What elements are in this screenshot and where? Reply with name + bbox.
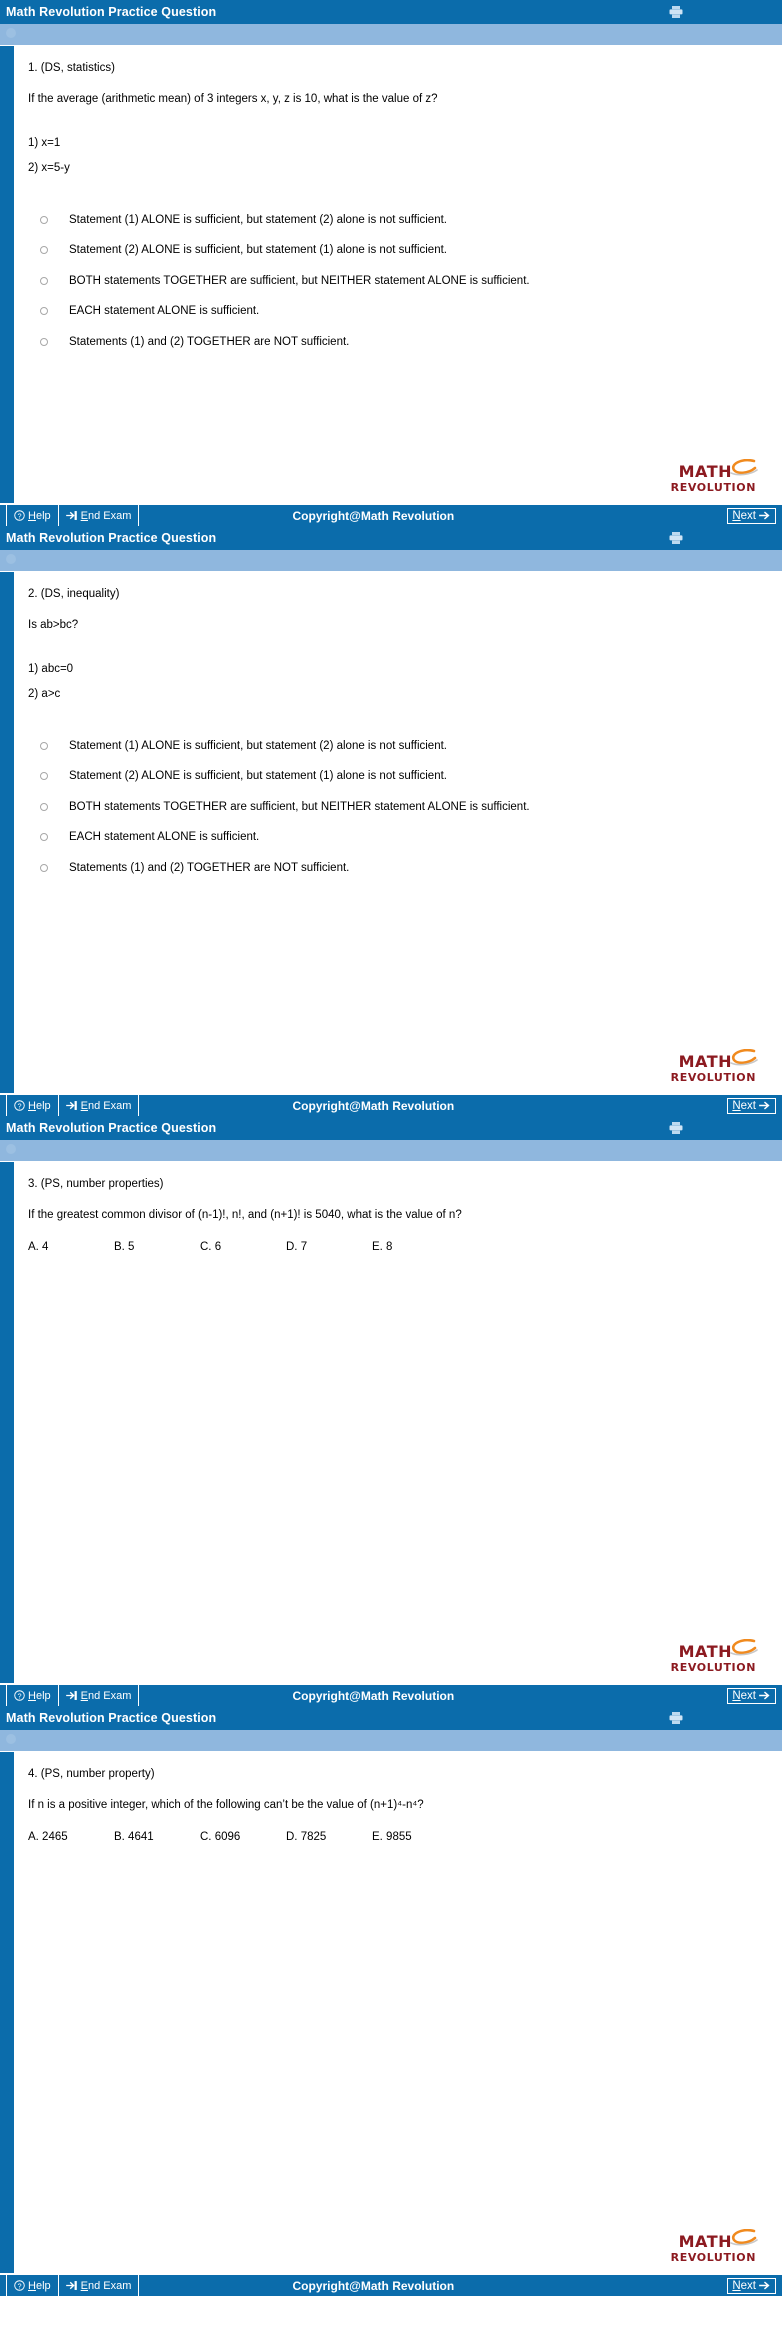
answer-choice-2[interactable]: B. 5 — [114, 1241, 135, 1254]
logo-swoosh-icon — [728, 2229, 758, 2247]
printer-icon[interactable] — [665, 1119, 687, 1137]
title-bar — [0, 526, 782, 550]
question-content — [14, 572, 782, 1093]
next-button[interactable] — [727, 508, 776, 524]
footer-toolbar — [0, 1094, 782, 1116]
radio-button-icon[interactable] — [40, 772, 48, 780]
help-button[interactable] — [6, 505, 59, 526]
sub-toolbar — [0, 1730, 782, 1752]
left-rail — [0, 46, 14, 503]
answer-option-label: Statements (1) and (2) TOGETHER are NOT sufficient. — [69, 861, 350, 874]
radio-button-icon[interactable] — [40, 307, 48, 315]
logo-swoosh-icon — [728, 1049, 758, 1067]
next-button[interactable] — [727, 1688, 776, 1704]
sub-toolbar — [0, 24, 782, 46]
arrow-right-icon — [759, 1690, 771, 1701]
question-circle-icon — [14, 1690, 25, 1701]
question-stem: If n is a positive integer, which of the following can’t be the value of (n+1)⁴-n⁴? — [28, 1798, 424, 1811]
exit-arrow-icon — [66, 1690, 78, 1701]
end-exam-button-label: End Exam — [80, 2279, 132, 2292]
help-button-label: Help — [28, 509, 51, 522]
page-title: Math Revolution Practice Question — [6, 5, 217, 19]
copyright-text: Copyright@Math Revolution — [292, 2278, 455, 2293]
logo-math-text: MATH — [679, 464, 756, 480]
answer-choice-1[interactable]: A. 4 — [28, 1241, 49, 1254]
question-circle-icon — [14, 1100, 25, 1111]
title-bar — [0, 1116, 782, 1140]
question-tag: 1. (DS, statistics) — [28, 62, 115, 74]
question-stem: If the average (arithmetic mean) of 3 integers x, y, z is 10, what is the value of z? — [28, 92, 438, 105]
next-button-label: Next — [732, 1689, 756, 1702]
answer-option-5[interactable] — [28, 335, 766, 351]
question-panel-3 — [0, 1116, 782, 1706]
logo-math-text: MATH — [679, 1054, 756, 1070]
answer-option-label: Statement (2) ALONE is sufficient, but statement (1) alone is not sufficient. — [69, 770, 447, 783]
end-exam-button[interactable] — [59, 1685, 140, 1706]
question-panel-2 — [0, 526, 782, 1116]
answer-options — [28, 739, 766, 892]
radio-button-icon[interactable] — [40, 864, 48, 872]
question-content — [14, 1752, 782, 2273]
left-rail — [0, 572, 14, 1093]
help-button[interactable] — [6, 1685, 59, 1706]
brand-logo — [28, 464, 766, 499]
answer-option-3[interactable] — [28, 274, 766, 290]
logo-revolution-text: REVOLUTION — [670, 1661, 756, 1674]
answer-choices — [28, 1239, 766, 1256]
help-button[interactable] — [6, 2275, 59, 2296]
next-button[interactable] — [727, 1098, 776, 1114]
question-stem: Is ab>bc? — [28, 618, 79, 631]
answer-option-2[interactable] — [28, 769, 766, 785]
radio-button-icon[interactable] — [40, 277, 48, 285]
answer-option-label: BOTH statements TOGETHER are sufficient, but NEITHER statement ALONE is sufficient. — [69, 274, 530, 287]
logo-math-text: MATH — [679, 2234, 756, 2250]
end-exam-button-label: End Exam — [80, 1099, 132, 1112]
question-tag: 2. (DS, inequality) — [28, 588, 120, 600]
brand-logo — [28, 1644, 766, 1679]
answer-option-1[interactable] — [28, 213, 766, 229]
radio-button-icon[interactable] — [40, 216, 48, 224]
statement-1: 1) abc=0 — [28, 663, 74, 676]
answer-option-4[interactable] — [28, 830, 766, 846]
next-button-label: Next — [732, 1099, 756, 1112]
end-exam-button[interactable] — [59, 505, 140, 526]
copyright-text: Copyright@Math Revolution — [292, 1688, 455, 1703]
answer-choice-1[interactable]: A. 2465 — [28, 1831, 68, 1844]
logo-math-text: MATH — [679, 1644, 756, 1660]
help-button-label: Help — [28, 1099, 51, 1112]
answer-choice-5[interactable]: E. 9855 — [372, 1831, 412, 1844]
logo-revolution-text: REVOLUTION — [670, 2251, 756, 2264]
answer-option-label: Statement (1) ALONE is sufficient, but statement (2) alone is not sufficient. — [69, 739, 447, 752]
answer-option-5[interactable] — [28, 861, 766, 877]
help-button-label: Help — [28, 1689, 51, 1702]
question-content — [14, 46, 782, 503]
next-button-label: Next — [732, 509, 756, 522]
svg-text:?: ? — [17, 1101, 22, 1111]
answer-option-label: BOTH statements TOGETHER are sufficient, but NEITHER statement ALONE is sufficient. — [69, 800, 530, 813]
question-panel-4 — [0, 1706, 782, 2296]
end-exam-button[interactable] — [59, 2275, 140, 2296]
answer-choice-3[interactable]: C. 6096 — [200, 1831, 241, 1844]
answer-option-label: Statements (1) and (2) TOGETHER are NOT sufficient. — [69, 335, 350, 348]
answer-option-label: EACH statement ALONE is sufficient. — [69, 305, 260, 318]
answer-options — [28, 213, 766, 366]
answer-option-1[interactable] — [28, 739, 766, 755]
question-content — [14, 1162, 782, 1683]
answer-choice-5[interactable]: E. 8 — [372, 1241, 393, 1254]
exit-arrow-icon — [66, 1100, 78, 1111]
answer-choice-4[interactable]: D. 7 — [286, 1241, 308, 1254]
radio-button-icon[interactable] — [40, 833, 48, 841]
help-button[interactable] — [6, 1095, 59, 1116]
footer-toolbar — [0, 504, 782, 526]
question-statements — [28, 661, 766, 710]
brand-logo — [28, 2234, 766, 2269]
next-button[interactable] — [727, 2278, 776, 2294]
question-statements — [28, 135, 766, 184]
question-tag: 4. (PS, number property) — [28, 1768, 155, 1780]
end-exam-button[interactable] — [59, 1095, 140, 1116]
footer-toolbar — [0, 1684, 782, 1706]
title-bar — [0, 1706, 782, 1730]
arrow-right-icon — [759, 2280, 771, 2291]
printer-icon[interactable] — [665, 1709, 687, 1727]
arrow-right-icon — [759, 1100, 771, 1111]
answer-choice-4[interactable]: D. 7825 — [286, 1831, 327, 1844]
logo-swoosh-icon — [728, 459, 758, 477]
statement-2: 2) x=5-y — [28, 162, 70, 175]
exit-arrow-icon — [66, 2280, 78, 2291]
logo-swoosh-icon — [728, 1639, 758, 1657]
radio-button-icon[interactable] — [40, 246, 48, 254]
help-button-label: Help — [28, 2279, 51, 2292]
end-exam-button-label: End Exam — [80, 1689, 132, 1702]
statement-2: 2) a>c — [28, 688, 61, 701]
page-title: Math Revolution Practice Question — [6, 1711, 217, 1725]
question-panel-1 — [0, 0, 782, 526]
printer-icon[interactable] — [665, 529, 687, 547]
next-button-label: Next — [732, 2279, 756, 2292]
logo-revolution-text: REVOLUTION — [670, 1071, 756, 1084]
left-rail — [0, 1162, 14, 1683]
footer-toolbar — [0, 2274, 782, 2296]
answer-option-label: EACH statement ALONE is sufficient. — [69, 831, 260, 844]
svg-text:?: ? — [17, 2281, 22, 2291]
title-bar — [0, 0, 782, 24]
sub-toolbar — [0, 550, 782, 572]
question-circle-icon — [14, 510, 25, 521]
radio-button-icon[interactable] — [40, 338, 48, 346]
answer-choices — [28, 1829, 766, 1846]
answer-choice-3[interactable]: C. 6 — [200, 1241, 222, 1254]
printer-icon[interactable] — [665, 3, 687, 21]
question-stem: If the greatest common divisor of (n-1)!, n!, and (n+1)! is 5040, what is the value of n? — [28, 1208, 462, 1221]
svg-text:?: ? — [17, 511, 22, 521]
answer-choice-2[interactable]: B. 4641 — [114, 1831, 154, 1844]
end-exam-button-label: End Exam — [80, 509, 132, 522]
exit-arrow-icon — [66, 510, 78, 521]
logo-revolution-text: REVOLUTION — [670, 481, 756, 494]
radio-button-icon[interactable] — [40, 803, 48, 811]
copyright-text: Copyright@Math Revolution — [292, 508, 455, 523]
sub-toolbar — [0, 1140, 782, 1162]
answer-option-2[interactable] — [28, 243, 766, 259]
answer-option-label: Statement (1) ALONE is sufficient, but statement (2) alone is not sufficient. — [69, 213, 447, 226]
page-title: Math Revolution Practice Question — [6, 531, 217, 545]
question-tag: 3. (PS, number properties) — [28, 1178, 164, 1190]
answer-option-3[interactable] — [28, 800, 766, 816]
arrow-right-icon — [759, 510, 771, 521]
statement-1: 1) x=1 — [28, 137, 61, 150]
question-circle-icon — [14, 2280, 25, 2291]
radio-button-icon[interactable] — [40, 742, 48, 750]
answer-option-4[interactable] — [28, 304, 766, 320]
left-rail — [0, 1752, 14, 2273]
answer-option-label: Statement (2) ALONE is sufficient, but statement (1) alone is not sufficient. — [69, 244, 447, 257]
brand-logo — [28, 1054, 766, 1089]
svg-text:?: ? — [17, 1691, 22, 1701]
copyright-text: Copyright@Math Revolution — [292, 1098, 455, 1113]
page-title: Math Revolution Practice Question — [6, 1121, 217, 1135]
